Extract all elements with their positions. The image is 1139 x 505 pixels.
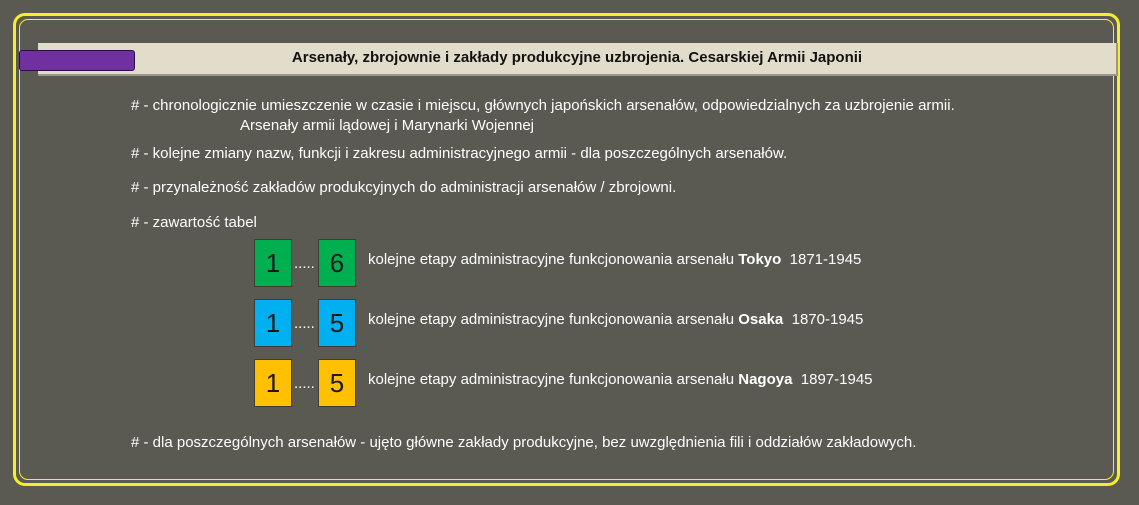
osaka-end-box[interactable]: 5: [318, 299, 356, 347]
nagoya-dots: .....: [294, 375, 315, 392]
tokyo-dots: .....: [294, 255, 315, 272]
nagoya-end-box[interactable]: 5: [318, 359, 356, 407]
page-title: Arsenały, zbrojownie i zakłady produkcyjne uzbrojenia. Cesarskiej Armii Japonii: [291, 49, 863, 66]
title-bar: [38, 43, 1118, 76]
intro-line-2: Arsenały armii lądowej i Marynarki Wojennej: [240, 117, 535, 134]
tokyo-start-box[interactable]: 1: [254, 239, 292, 287]
menu-button[interactable]: [19, 50, 135, 71]
intro-line-3: # - kolejne zmiany nazw, funkcji i zakresu administracyjnego armii - dla poszczególnych arsenałów.: [131, 145, 788, 162]
footer-note: # - dla poszczególnych arsenałów - ujęto główne zakłady produkcyjne, bez uwzględnienia fili i oddziałów zakładowych.: [131, 434, 917, 451]
nagoya-start-box[interactable]: 1: [254, 359, 292, 407]
intro-line-5: # - zawartość tabel: [131, 214, 257, 231]
page-frame: [13, 13, 1120, 486]
osaka-city: Osaka: [738, 311, 784, 328]
tokyo-city: Tokyo: [738, 251, 782, 268]
osaka-dots: .....: [294, 315, 315, 332]
nagoya-description: [368, 371, 873, 389]
tokyo-description: [368, 251, 861, 269]
tokyo-text: kolejne etapy administracyjne funkcjonowania arsenału: [368, 251, 735, 268]
nagoya-years: 1897-1945: [800, 371, 873, 388]
intro-line-1: # - chronologicznie umieszczenie w czasie i miejscu, głównych japońskich arsenałów, odpowiedzialnych za uzbrojenie armii.: [131, 97, 955, 114]
osaka-start-box[interactable]: 1: [254, 299, 292, 347]
page-frame-inner: [19, 19, 1114, 480]
osaka-description: [368, 311, 863, 329]
osaka-years: 1870-1945: [791, 311, 864, 328]
osaka-text: kolejne etapy administracyjne funkcjonowania arsenału: [368, 311, 735, 328]
tokyo-end-box[interactable]: 6: [318, 239, 356, 287]
nagoya-text: kolejne etapy administracyjne funkcjonowania arsenału: [368, 371, 735, 388]
intro-line-4: # - przynależność zakładów produkcyjnych do administracji arsenałów / zbrojowni.: [131, 179, 677, 196]
nagoya-city: Nagoya: [738, 371, 793, 388]
tokyo-years: 1871-1945: [789, 251, 862, 268]
